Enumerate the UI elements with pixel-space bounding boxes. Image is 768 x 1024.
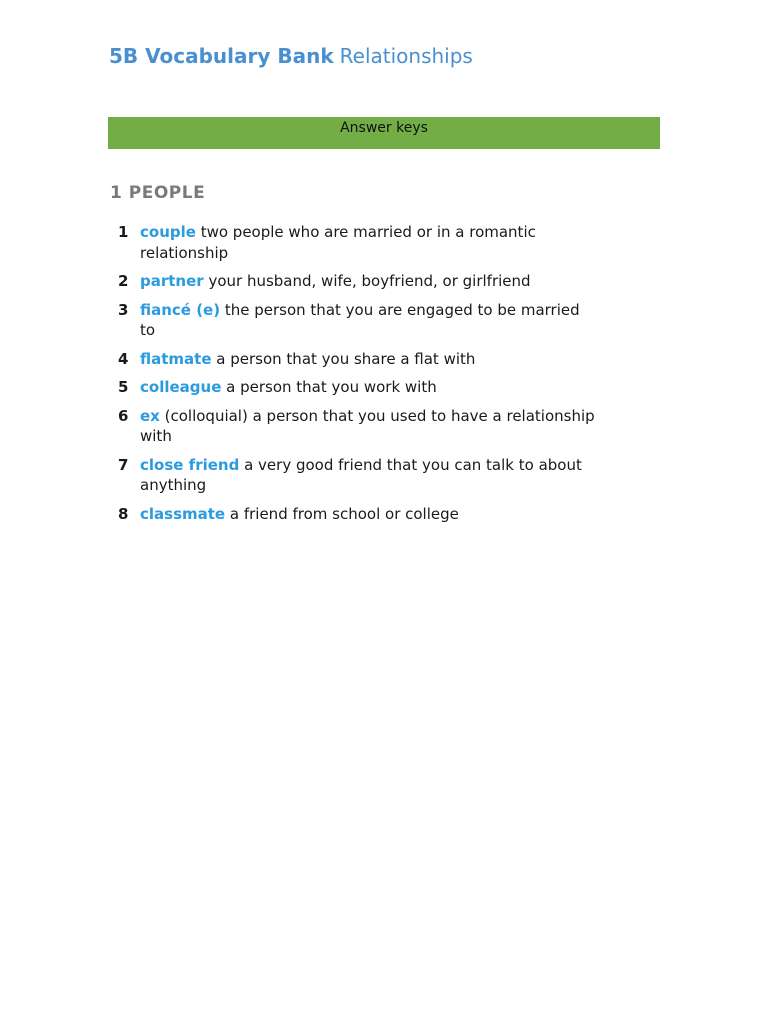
item-term: partner <box>140 272 204 290</box>
list-item <box>118 455 598 496</box>
item-definition: the person that you are engaged to be married to <box>140 300 580 339</box>
item-number: 8 <box>118 504 129 523</box>
page-title <box>109 44 473 68</box>
item-definition: your husband, wife, boyfriend, or girlfriend <box>203 272 531 290</box>
list-item <box>118 406 598 447</box>
vocabulary-list <box>118 222 598 532</box>
list-item <box>118 504 598 525</box>
item-term: flatmate <box>140 349 212 368</box>
list-item <box>118 377 598 398</box>
item-term: couple <box>140 223 196 241</box>
list-item <box>118 300 598 341</box>
section-heading: 1 PEOPLE <box>110 183 206 203</box>
item-term: ex <box>140 406 160 425</box>
list-item <box>118 222 598 263</box>
item-term: classmate <box>140 504 226 523</box>
item-number: 3 <box>118 300 129 319</box>
item-definition: a person that you share a flat with <box>211 349 476 368</box>
item-definition: a very good friend that you can talk to about anything <box>140 455 582 494</box>
banner-label: Answer keys <box>340 120 428 136</box>
item-definition: a friend from school or college <box>225 504 459 523</box>
answer-keys-banner <box>108 117 660 149</box>
item-number: 1 <box>118 223 129 241</box>
item-number: 5 <box>118 378 129 396</box>
item-number: 2 <box>118 272 129 290</box>
item-term: fiancé (e) <box>140 300 221 319</box>
item-definition: (colloquial) a person that you used to have a relationship with <box>140 406 595 445</box>
item-definition: a person that you work with <box>221 378 437 396</box>
list-item <box>118 271 598 292</box>
title-unit: 5B Vocabulary Bank <box>109 44 334 68</box>
item-definition: two people who are married or in a romantic relationship <box>140 223 536 262</box>
item-number: 6 <box>118 406 129 425</box>
item-number: 7 <box>118 455 129 474</box>
list-item <box>118 349 598 370</box>
item-number: 4 <box>118 349 129 368</box>
item-term: close friend <box>140 455 240 474</box>
title-topic: Relationships <box>339 44 473 68</box>
item-term: colleague <box>140 378 222 396</box>
